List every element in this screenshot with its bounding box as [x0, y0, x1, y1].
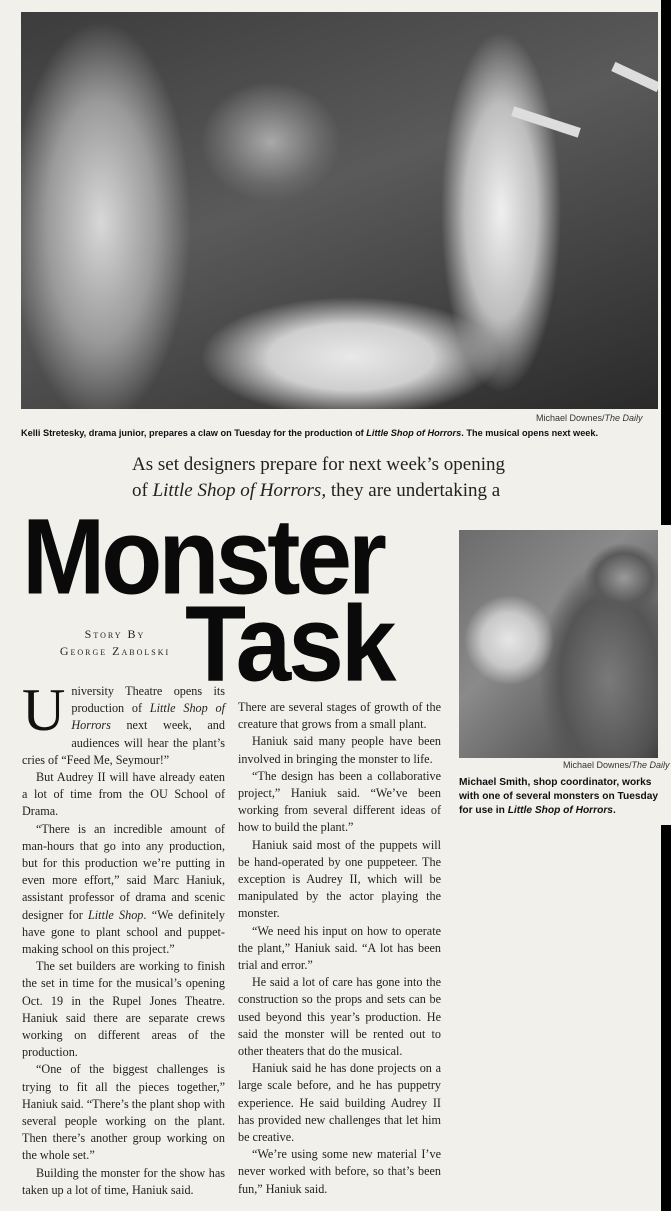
paragraph: There are several stages of growth of the creature that grows from a small plant.: [238, 700, 441, 732]
article-column-1: [22, 677, 225, 1199]
paragraph: Haniuk said most of the puppets will be hand-operated by one puppeteer. The exception is Audrey II, which will be manipulated by the actor playing the monster.: [238, 837, 441, 921]
paragraph: Haniuk said many people have been involved in bringing the monster to life.: [238, 734, 441, 766]
headline-task: Task: [185, 583, 394, 705]
side-photo-caption: Michael Smith, shop coordinator, works with one of several monsters on Tuesday for use in Little Shop of Horrors.: [459, 777, 659, 816]
ceiling-light: [611, 62, 658, 92]
main-photo-caption: Kelli Stretesky, drama junior, prepares a claw on Tuesday for the production of Little Shop of Horrors. The musical opens next week.: [21, 428, 599, 438]
drop-cap: U: [22, 677, 66, 743]
paragraph: He said a lot of care has gone into the construction so the props and sets can be used beyond this year’s production. He said the monster will be rented out to other theaters that do the musical.: [238, 975, 441, 1059]
paragraph: “We need his input on how to operate the plant,” Haniuk said. “A lot has been trial and error.”: [238, 923, 441, 973]
paragraph: But Audrey II will have already eaten a lot of time from the OU School of Drama.: [22, 770, 225, 819]
paragraph: “There is an incredible amount of man-hours that go into any production, but for this production we’re putting in even more effort,” said Marc Haniuk, assistant professor of drama and scenic designer for Little Shop. “We definitely have gone to plant school and puppet-making school on this project.”: [22, 821, 225, 957]
main-photo: [21, 12, 658, 409]
main-photo-credit: Michael Downes/The Daily: [536, 413, 643, 423]
paragraph: “We’re using some new material I’ve never worked with before, so that’s been fun,” Haniuk said.: [238, 1147, 441, 1196]
ceiling-light: [511, 106, 581, 137]
article-deck: As set designers prepare for next week’s opening of Little Shop of Horrors, they are undertaking a: [132, 454, 506, 501]
article-column-2: [238, 699, 441, 1198]
paragraph: University Theatre opens its production of Little Shop of Horrors next week, and audiences will hear the plant’s cries of “Feed Me, Seymour!”: [22, 677, 225, 767]
side-photo: [459, 530, 658, 758]
byline: Story By George Zabolski: [59, 627, 171, 658]
paragraph: The set builders are working to finish the set in time for the musical’s opening Oct. 19 in the Rupel Jones Theatre. Haniuk said there are separate crews working on different areas of the production.: [22, 959, 225, 1060]
headline-monster: Monster: [22, 496, 383, 618]
paragraph: Haniuk said he has done projects on a large scale before, and he has puppetry experience. He said building Audrey II has provided new challenges that let him be creative.: [238, 1061, 441, 1145]
side-photo-credit: Michael Downes/The Daily: [563, 760, 670, 770]
paragraph: Building the monster for the show has taken up a lot of time, Haniuk said.: [22, 1165, 225, 1197]
paragraph: “One of the biggest challenges is trying to fit all the pieces together,” Haniuk said. “There’s the plant shop with several people working on the plant. Then there’s another group working on the whole set.”: [22, 1062, 225, 1163]
paragraph: “The design has been a collaborative project,” Haniuk said. “We’ve been working from several different ideas of how to build the plant.”: [238, 768, 441, 835]
